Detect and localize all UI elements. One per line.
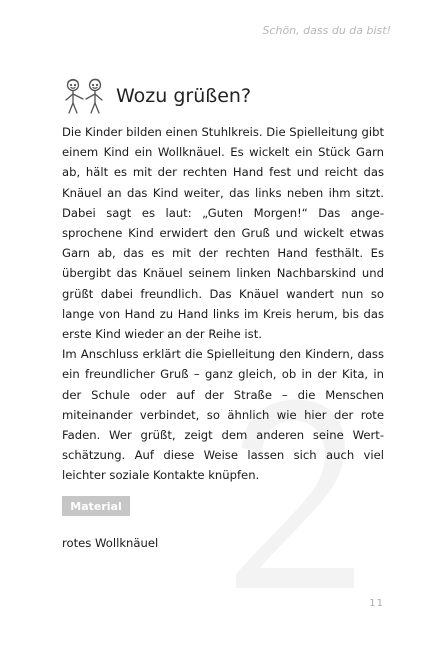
page-number: 11 bbox=[369, 598, 384, 609]
paragraph-explanation: Im Anschluss erklärt die Spielleitung den Kindern, dass ein freundlicher Gruß – ganz gleich, ob in der Kita, in der Schule oder auf der Straße – die Menschen miteinander verbindet, so ähnlich wie hier der rote Faden. Wer grüßt, zeigt dem anderen seine Wertschätzung. Auf diese Weise lassen sich auch viel leichter soziale Kontakte knüpfen. bbox=[62, 347, 384, 483]
material-item: rotes Wollknäuel bbox=[62, 536, 159, 550]
material-label: Material bbox=[62, 496, 130, 516]
running-head: Schön, dass du da bist! bbox=[262, 24, 391, 37]
section-header bbox=[62, 76, 251, 116]
body-text bbox=[62, 122, 384, 486]
section-title: Wozu grüßen? bbox=[116, 85, 252, 107]
paragraph-instructions: Die Kinder bilden einen Stuhlkreis. Die Spielleitung gibt einem Kind ein Wollknäuel. Es wickelt ein Stück Garn ab, hält es mit der rechten Hand fest und reicht das Knäuel an das Kind weiter, das links neben ihm sitzt. Dabei sagt es laut: „Guten Morgen!“ Das angesprochene Kind erwidert den Gruß und wickelt etwas Garn ab, das es mit der rechten Hand festhält. Es übergibt das Knäuel seinem linken Nachbarskind und grüßt dabei freundlich. Das Knäuel wandert nun so lange von Hand zu Hand links im Kreis herum, bis das erste Kind wieder an der Reihe ist. bbox=[62, 125, 384, 342]
two-children-holding-hands-icon bbox=[62, 76, 108, 116]
